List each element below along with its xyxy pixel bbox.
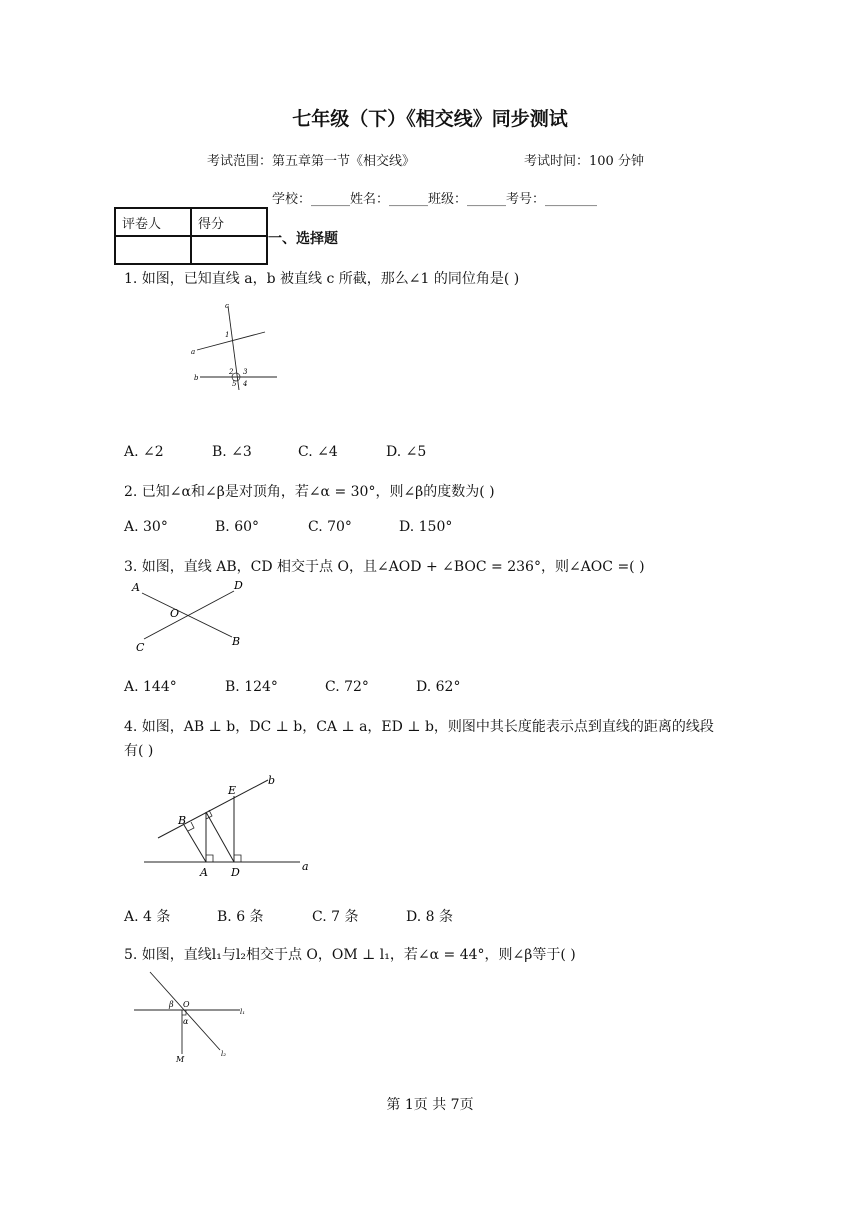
q1-label-c: c bbox=[225, 302, 229, 310]
question-3-options bbox=[124, 679, 460, 695]
q1-label-3: 3 bbox=[243, 368, 248, 376]
q5-label-l1: l₁ bbox=[240, 1008, 246, 1016]
q1-label-2: 2 bbox=[229, 368, 234, 376]
question-4-text-line1: 4. 如图，AB ⊥ b，DC ⊥ b，CA ⊥ a，ED ⊥ b，则图中其长度能表示点到直线的距离的线段 bbox=[124, 719, 714, 735]
question-1-text: 1. 如图，已知直线 a，b 被直线 c 所截，那么∠1 的同位角是( ) bbox=[124, 271, 520, 287]
q1-label-4: 4 bbox=[243, 380, 248, 388]
q1-label-b: b bbox=[194, 374, 199, 382]
question-4-figure bbox=[140, 770, 320, 880]
q1-option-c[interactable]: C. ∠4 bbox=[298, 444, 338, 460]
question-2-text: 2. 已知∠α和∠β是对顶角，若∠α = 30°，则∠β的度数为( ) bbox=[124, 484, 495, 500]
q2-option-b[interactable]: B. 60° bbox=[215, 519, 260, 535]
q1-label-5: 5 bbox=[232, 380, 237, 388]
q3-option-d[interactable]: D. 62° bbox=[416, 679, 461, 695]
q4-option-c[interactable]: C. 7 条 bbox=[312, 909, 359, 925]
score-cell bbox=[191, 236, 267, 264]
question-1-options bbox=[124, 444, 426, 460]
q5-label-alpha: α bbox=[183, 1017, 189, 1026]
q1-option-a[interactable]: A. ∠2 bbox=[124, 444, 164, 460]
q5-label-o: O bbox=[183, 1000, 190, 1009]
question-4-text-line2: 有( ) bbox=[124, 743, 154, 759]
q5-label-m: M bbox=[176, 1055, 185, 1064]
q3-option-b[interactable]: B. 124° bbox=[225, 679, 278, 695]
q5-label-l2: l₂ bbox=[221, 1050, 227, 1058]
q2-option-d[interactable]: D. 150° bbox=[399, 519, 453, 535]
q4-option-d[interactable]: D. 8 条 bbox=[406, 909, 453, 925]
reviewer-cell bbox=[115, 236, 191, 264]
q3-label-b: B bbox=[232, 635, 241, 648]
question-3-text: 3. 如图，直线 AB，CD 相交于点 O，且∠AOD + ∠BOC = 236°，则∠AOC =( ) bbox=[124, 559, 645, 575]
question-1-figure bbox=[185, 298, 285, 392]
question-3-figure bbox=[124, 577, 254, 657]
q1-option-b[interactable]: B. ∠3 bbox=[212, 444, 252, 460]
reviewer-header: 评卷人 bbox=[115, 208, 191, 236]
q4-option-b[interactable]: B. 6 条 bbox=[217, 909, 264, 925]
score-header: 得分 bbox=[191, 208, 267, 236]
exam-scope: 考试范围：第五章第一节《相交线》 bbox=[207, 154, 416, 169]
student-info: 学校：______姓名：______班级：______考号：________ bbox=[272, 192, 598, 207]
page-title: 七年级（下）《相交线》同步测试 bbox=[292, 108, 568, 130]
q4-label-a-point: A bbox=[200, 866, 208, 879]
q3-label-c: C bbox=[136, 641, 145, 654]
q3-label-o: O bbox=[170, 607, 180, 620]
q3-option-c[interactable]: C. 72° bbox=[325, 679, 369, 695]
q4-label-b-line: b bbox=[268, 774, 276, 787]
question-4-options bbox=[124, 906, 453, 926]
q4-label-e: E bbox=[228, 784, 237, 797]
q2-option-c[interactable]: C. 70° bbox=[308, 519, 352, 535]
q3-option-a[interactable]: A. 144° bbox=[124, 679, 177, 695]
score-table bbox=[114, 207, 268, 265]
page-footer: 第 1页 共 7页 bbox=[386, 1097, 474, 1113]
q1-option-d[interactable]: D. ∠5 bbox=[386, 444, 427, 460]
q4-option-a[interactable]: A. 4 条 bbox=[124, 909, 171, 925]
exam-time: 考试时间：100 分钟 bbox=[524, 154, 644, 169]
question-2-options bbox=[124, 519, 452, 535]
q3-label-d: D bbox=[234, 579, 243, 592]
question-5-text: 5. 如图，直线l₁与l₂相交于点 O，OM ⊥ l₁，若∠α = 44°，则∠β等于( ) bbox=[124, 947, 576, 963]
q4-label-a-line: a bbox=[302, 860, 309, 873]
q4-label-b-point: B bbox=[178, 814, 187, 827]
q1-label-a: a bbox=[191, 348, 196, 356]
question-5-figure bbox=[128, 966, 258, 1066]
q2-option-a[interactable]: A. 30° bbox=[124, 519, 168, 535]
section-title: 一、选择题 bbox=[268, 231, 338, 247]
q3-label-a: A bbox=[132, 581, 140, 594]
q5-label-beta: β bbox=[169, 1000, 174, 1009]
q1-label-1: 1 bbox=[225, 331, 230, 339]
q4-label-d: D bbox=[231, 866, 240, 879]
